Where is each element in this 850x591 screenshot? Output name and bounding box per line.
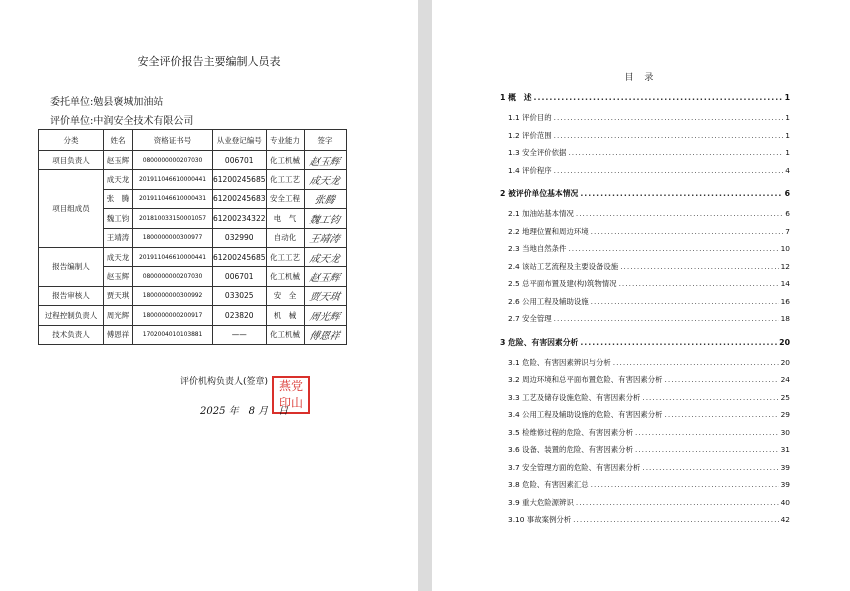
toc-leader-dots [568, 148, 783, 157]
name-cell: 王靖涛 [104, 228, 133, 247]
toc-entry-label: 3.10 事故案例分析 [508, 515, 572, 524]
registration-cell: 61200234322 [213, 209, 267, 228]
toc-page-number: 20 [779, 337, 790, 347]
toc-section-entry[interactable] [508, 296, 790, 307]
toc-entry-label: 3.9 重大危险源辨识 [508, 497, 574, 507]
signature-cell [304, 170, 346, 189]
toc-leader-dots [568, 244, 778, 253]
stamp-line: 燕党 [278, 379, 303, 393]
toc-section-entry[interactable] [508, 130, 790, 141]
signature-cell [304, 151, 346, 170]
handwritten-signature: 成天龙 [308, 176, 341, 188]
specialty-cell: 安 全 [266, 286, 304, 305]
signature-cell [304, 267, 346, 286]
toc-leader-dots [591, 480, 779, 489]
toc-page-number: 31 [780, 445, 790, 454]
signature-cell [304, 306, 346, 325]
toc-leader-dots [576, 209, 783, 218]
toc-page-number: 39 [780, 462, 790, 472]
toc-section-entry[interactable] [508, 392, 790, 403]
registration-cell: 033025 [213, 286, 267, 305]
toc-section-entry[interactable] [508, 357, 790, 368]
header-cell: 专业能力 [266, 130, 304, 151]
handwritten-signature: 赵玉辉 [308, 156, 341, 168]
toc-section-entry[interactable] [508, 208, 790, 219]
toc-leader-dots [613, 358, 779, 367]
toc-page-number: 10 [780, 244, 790, 253]
handwritten-date: 2025 年 8 月 日 [200, 406, 289, 417]
toc-page-number: 39 [780, 480, 790, 489]
toc-page-number: 6 [784, 189, 790, 198]
toc-entry-label: 3.2 周边环境和总平面布置危险、有害因素分析 [508, 375, 663, 384]
registration-cell: 61200245683 [213, 189, 267, 208]
toc-chapter-entry[interactable] [500, 92, 790, 103]
toc-leader-dots [576, 498, 779, 507]
signature-cell [304, 325, 346, 344]
toc-page-number: 16 [780, 296, 790, 306]
staff-table [38, 129, 347, 345]
toc-entry-label: 1.2 评价范围 [508, 130, 552, 140]
cert-number-cell: 201810033150001057 [133, 209, 213, 228]
registration-cell: 006701 [213, 151, 267, 170]
handwritten-signature: 傅恩祥 [308, 331, 341, 343]
cert-number-cell: 1800000000300992 [133, 286, 213, 305]
toc-leader-dots [573, 515, 778, 524]
cert-number-cell: 201911046610000441 [133, 247, 213, 266]
toc-entry-label: 2.6 公用工程及辅助设施 [508, 296, 589, 306]
toc-page-number: 1 [784, 93, 790, 102]
toc-section-entry[interactable] [508, 313, 790, 324]
page-divider [418, 0, 432, 591]
toc-leader-dots [554, 113, 784, 122]
category-cell: 报告编制人 [39, 247, 104, 286]
specialty-cell: 机 械 [266, 306, 304, 325]
cert-number-cell: 1800000000200917 [133, 306, 213, 325]
name-cell: 成天龙 [104, 247, 133, 266]
toc-entry-label: 1.1 评价目的 [508, 113, 552, 122]
toc-page-number: 7 [785, 226, 790, 236]
toc-page-number: 4 [785, 165, 790, 175]
registration-cell: 006701 [213, 267, 267, 286]
category-cell: 项目组成员 [39, 170, 104, 248]
table-row [39, 151, 347, 170]
evaluator-label: 评价单位: [50, 116, 94, 127]
toc-entry-label: 3.5 检维修过程的危险、有害因素分析 [508, 427, 633, 437]
name-cell: 赵玉辉 [104, 151, 133, 170]
toc-page-number: 29 [780, 410, 790, 419]
cert-number-cell: 0800000000207030 [133, 151, 213, 170]
specialty-cell: 化工机械 [266, 325, 304, 344]
toc-leader-dots [534, 93, 783, 102]
staff-table-body [39, 151, 347, 345]
toc-chapter-entry[interactable] [500, 337, 790, 348]
toc-section-entry[interactable] [508, 147, 790, 158]
toc-entry-label: 3.7 安全管理方面的危险、有害因素分析 [508, 462, 641, 472]
toc-section-entry[interactable] [508, 427, 790, 438]
toc-entry-label: 3.4 公用工程及辅助设施的危险、有害因素分析 [508, 410, 663, 419]
toc-entry-label: 2.2 地理位置和周边环境 [508, 226, 589, 236]
name-cell: 赵玉辉 [104, 267, 133, 286]
name-cell: 傅恩祥 [104, 325, 133, 344]
toc-page-number: 14 [780, 279, 790, 288]
name-cell: 贾天琪 [104, 286, 133, 305]
toc-section-entry[interactable] [508, 462, 790, 473]
toc-leader-dots [554, 131, 784, 140]
toc-leader-dots [619, 279, 779, 288]
handwritten-signature: 贾天琪 [308, 292, 341, 304]
category-cell: 过程控制负责人 [39, 306, 104, 325]
toc-page-number: 1 [785, 148, 790, 157]
eval-org-signer-label: 评价机构负责人(签章) [180, 377, 269, 387]
name-cell: 张 腾 [104, 189, 133, 208]
toc-leader-dots [642, 463, 778, 472]
category-cell: 技术负责人 [39, 325, 104, 344]
toc-leader-dots [642, 393, 778, 402]
toc-page-number: 6 [785, 209, 790, 218]
name-cell: 周光辉 [104, 306, 133, 325]
toc-entry-label: 3.3 工艺及储存设施危险、有害因素分析 [508, 392, 641, 402]
toc-entry-label: 2 被评价单位基本情况 [500, 189, 579, 198]
toc-chapter-entry[interactable] [500, 188, 790, 199]
toc-leader-dots [665, 375, 779, 384]
header-cell: 分类 [39, 130, 104, 151]
specialty-cell: 化工机械 [266, 151, 304, 170]
toc-section-entry[interactable] [508, 243, 790, 254]
registration-cell: 032990 [213, 228, 267, 247]
toc-leader-dots [591, 297, 779, 306]
toc-section-entry[interactable] [508, 444, 790, 455]
toc-section-entry[interactable] [508, 374, 790, 385]
header-cell: 签字 [304, 130, 346, 151]
table-row [39, 247, 347, 266]
toc-entry-label: 1 概 述 [500, 93, 532, 102]
toc-leader-dots [554, 166, 784, 175]
toc-entry-label: 3.1 危险、有害因素辨识与分析 [508, 357, 611, 367]
client-value: 勉县褒城加油站 [93, 97, 164, 108]
header-cell: 从业登记编号 [213, 130, 267, 151]
registration-cell: 61200245685 [213, 170, 267, 189]
evaluator-line [50, 112, 193, 127]
specialty-cell: 安全工程 [266, 189, 304, 208]
toc-entry-label: 1.3 安全评价依据 [508, 148, 567, 157]
specialty-cell: 自动化 [266, 228, 304, 247]
toc-page-number: 30 [780, 427, 790, 437]
toc-entry-label: 3.8 危险、有害因素汇总 [508, 480, 589, 489]
toc-entry-label: 2.7 安全管理 [508, 314, 552, 323]
specialty-cell: 化工工艺 [266, 247, 304, 266]
toc-section-entry[interactable] [508, 479, 790, 490]
toc-leader-dots [620, 262, 778, 271]
name-cell: 魏工钧 [104, 209, 133, 228]
signature-cell [304, 247, 346, 266]
registration-cell: 023820 [213, 306, 267, 325]
cert-number-cell: 201911046610000441 [133, 170, 213, 189]
toc-section-entry[interactable] [508, 497, 790, 508]
registration-cell: 61200245685 [213, 247, 267, 266]
table-row [39, 286, 347, 305]
left-document-page [0, 0, 418, 591]
toc-page-number: 20 [780, 357, 790, 367]
header-cell: 资格证书号 [133, 130, 213, 151]
toc-page-number: 1 [785, 113, 790, 122]
toc-entry-label: 3.6 设备、装置的危险、有害因素分析 [508, 445, 633, 454]
signature-cell [304, 189, 346, 208]
toc-leader-dots [591, 227, 784, 236]
cert-number-cell: 201911046610000431 [133, 189, 213, 208]
toc-page-number: 42 [780, 515, 790, 524]
signature-cell [304, 286, 346, 305]
handwritten-signature: 周光辉 [308, 311, 341, 323]
toc-entry-label: 2.1 加油站基本情况 [508, 209, 574, 218]
stamp-line: 印山 [278, 396, 303, 410]
toc-entry-label: 2.5 总平面布置及建(构)筑物情况 [508, 279, 617, 288]
handwritten-signature: 成天龙 [308, 253, 341, 265]
specialty-cell: 化工工艺 [266, 170, 304, 189]
toc-section-entry[interactable] [508, 112, 790, 123]
handwritten-signature: 赵玉辉 [308, 273, 341, 285]
toc-entry-label: 2.4 该站工艺流程及主要设备设施 [508, 261, 619, 271]
table-row [39, 170, 347, 189]
cert-number-cell: 1702004010103881 [133, 325, 213, 344]
category-cell: 项目负责人 [39, 151, 104, 170]
toc-page-number: 25 [780, 392, 790, 402]
category-cell: 报告审核人 [39, 286, 104, 305]
toc-entry-label: 1.4 评价程序 [508, 165, 552, 175]
header-cell: 姓名 [104, 130, 133, 151]
specialty-cell: 化工机械 [266, 267, 304, 286]
toc-page-number: 40 [780, 497, 790, 507]
handwritten-signature: 张腾 [313, 195, 336, 207]
table-row [39, 325, 347, 344]
toc-page-number: 24 [780, 375, 790, 384]
toc-leader-dots [635, 428, 779, 437]
specialty-cell: 电 气 [266, 209, 304, 228]
name-cell: 成天龙 [104, 170, 133, 189]
toc-leader-dots [580, 338, 777, 347]
evaluator-value: 中润安全技术有限公司 [93, 116, 194, 127]
registration-cell: —— [213, 325, 267, 344]
toc-entry-label: 3 危险、有害因素分析 [500, 337, 579, 347]
toc-leader-dots [580, 189, 782, 198]
toc-page-number: 18 [780, 314, 790, 323]
right-document-page [432, 0, 850, 591]
toc-entry-label: 2.3 当地自然条件 [508, 244, 567, 253]
toc-leader-dots [554, 314, 779, 323]
toc-section-entry[interactable] [508, 261, 790, 272]
toc-section-entry[interactable] [508, 226, 790, 237]
toc-page-number: 1 [785, 130, 790, 140]
toc-section-entry[interactable] [508, 514, 790, 525]
toc-section-entry[interactable] [508, 409, 790, 420]
cert-number-cell: 0800000000207030 [133, 267, 213, 286]
handwritten-signature: 魏工钧 [308, 214, 341, 226]
signature-cell [304, 228, 346, 247]
table-row [39, 306, 347, 325]
signature-cell [304, 209, 346, 228]
toc-leader-dots [665, 410, 779, 419]
client-line [50, 93, 163, 108]
toc-section-entry[interactable] [508, 165, 790, 176]
client-label: 委托单位: [50, 97, 94, 108]
toc-title: 目 录 [624, 73, 658, 83]
toc-leader-dots [635, 445, 779, 454]
handwritten-signature: 王靖涛 [308, 234, 341, 246]
table-header-row [39, 130, 347, 151]
toc-section-entry[interactable] [508, 278, 790, 289]
page-title: 安全评价报告主要编制人员表 [137, 55, 281, 68]
toc-page-number: 12 [780, 261, 790, 271]
cert-number-cell: 1800000000300977 [133, 228, 213, 247]
